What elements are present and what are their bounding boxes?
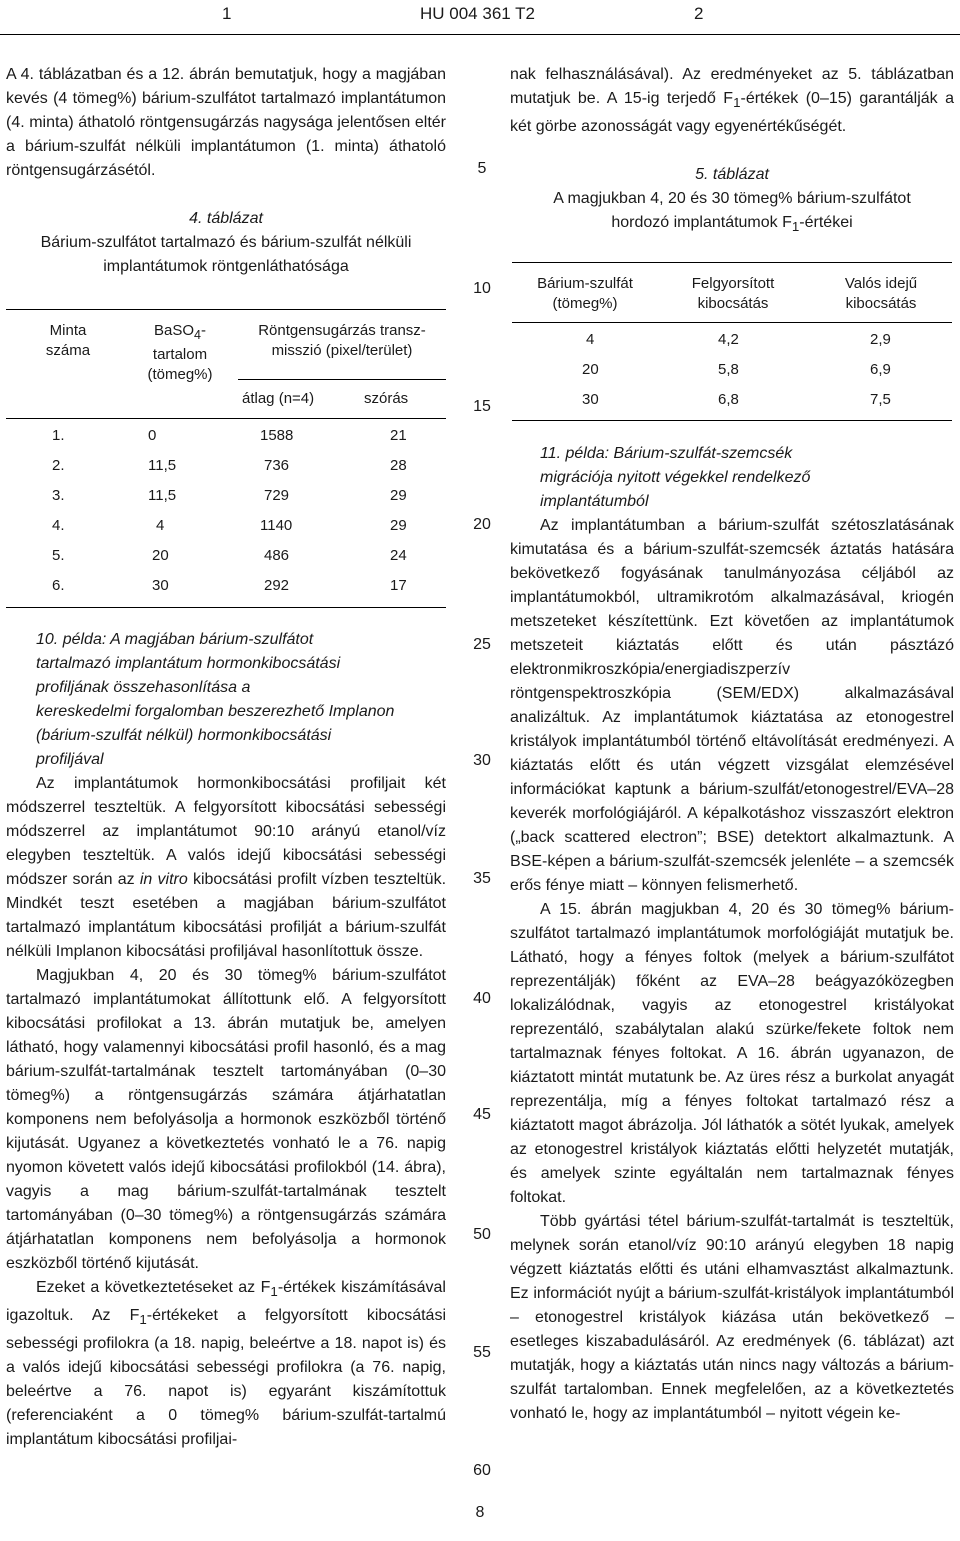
line-number: 25 — [473, 636, 491, 653]
table5-col2-line1: Felgyorsított — [691, 275, 775, 292]
page-header — [0, 0, 960, 36]
table4-rule-mid — [6, 418, 446, 419]
table4-col3-header — [242, 321, 442, 361]
table5-cell: 4 — [586, 331, 595, 348]
table5-rule-top — [512, 262, 952, 263]
example10-line: 10. példa: A magjában bárium-szulfátot — [36, 631, 314, 648]
example10-line: (bárium-szulfát nélkül) hormonkibocsátási — [36, 727, 332, 744]
table4-cell: 24 — [390, 547, 407, 564]
table4-subheader-mean: átlag (n=4) — [242, 390, 315, 407]
example10-heading — [6, 628, 446, 772]
f1-subscript: 1 — [791, 219, 800, 235]
line-number: 10 — [473, 280, 491, 297]
baso-dash: - — [200, 322, 206, 339]
table4-cell: 292 — [264, 577, 290, 594]
para2-italic: in vitro — [139, 871, 188, 888]
table4-cell: 17 — [390, 577, 407, 594]
f1-subscript: 1 — [139, 1312, 147, 1328]
left-column-upper — [6, 63, 446, 279]
table5-cell: 2,9 — [870, 331, 891, 348]
left-column-lower — [6, 628, 446, 1452]
line-number: 40 — [473, 990, 491, 1007]
example11-line: implantátumból — [540, 493, 649, 510]
example10-line: profiljával — [36, 751, 104, 768]
table4-cell: 736 — [264, 457, 290, 474]
line-number: 20 — [473, 516, 491, 533]
table4-cell: 4 — [156, 517, 165, 534]
table4-cell: 5. — [52, 547, 65, 564]
line-number: 45 — [473, 1106, 491, 1123]
table-row — [512, 328, 952, 358]
para2-text-a: Az implantátumok hormonkibocsátási profiljait két módszerrel teszteltük. A felgyorsított kibocsátási sebességi módszerrel az implantátumot 90:10 arányú etanol/víz elegyben teszteltük. A valós idejű kibocsátási sebességi módszer során az — [6, 775, 446, 888]
line-number: 15 — [473, 398, 491, 415]
table4-cell: 4. — [52, 517, 65, 534]
left-paragraph-2 — [6, 772, 446, 964]
header-left-page: 1 — [222, 4, 232, 23]
table4-cell: 1. — [52, 427, 65, 444]
table5-col1-header — [512, 274, 658, 314]
table5-title-line2 — [510, 211, 954, 239]
table4-col1-header — [38, 321, 98, 361]
left-paragraph-1: A 4. táblázatban és a 12. ábrán bemutatjuk, hogy a magjában kevés (4 tömeg%) bárium-szulfátot tartalmazó implantátumon (4. minta) áthatoló röntgensugárzás nagysága jelentősen eltér a bárium-szulfát nélküli implantátumon (1. minta) áthatoló röntgensugárzásétól. — [6, 66, 446, 179]
table4-cell: 29 — [390, 517, 407, 534]
table4-col1-line2: száma — [45, 342, 91, 359]
left-paragraph-3: Magjukban 4, 20 és 30 tömeg% bárium-szulfátot tartalmazó implantátumokat állítottunk elő. A felgyorsított kibocsátási profilokat a 13. ábrán mutatjuk be, amelyen látható, hogy valamennyi kibocsátási profil hasonló, és a mag bárium-szulfát-tartalmának tesztelt tartományában (0–30 tömeg%) a röntgensugárzás számára átjárhatatlan komponens nem befolyásolja a hormonok eszközből történő kijutását. Ugyanez a következtetés vonható le a 76. napig nyomon követett valós idejű kibocsátási profilokból (14. ábra), vagyis a mag bárium-szulfát-tartalmának tesztelt tartományában (0–30 tömeg%) a röntgensugárzás számára átjárhatatlan komponens nem befolyásolja a hormonok eszközből történő kijutását. — [6, 967, 446, 1272]
table4-col1-line1: Minta — [49, 322, 87, 339]
table-row — [6, 574, 446, 604]
table-row — [512, 358, 952, 388]
example11-line: migrációja nyitott végekkel rendelkező — [540, 469, 811, 486]
table4-cell: 6. — [52, 577, 65, 594]
table4-title-line2: implantátumok röntgenláthatósága — [103, 258, 349, 275]
table4-col3-line1: Röntgensugárzás transz- — [258, 322, 426, 339]
line-number: 35 — [473, 870, 491, 887]
baso-subscript: 4 — [194, 328, 201, 342]
table5-title-text-b: -értékei — [799, 214, 853, 232]
table4-col2-header — [140, 321, 220, 385]
table4-title-line1: Bárium-szulfátot tartalmazó és bárium-szulfát nélküli — [40, 234, 412, 251]
right-paragraph-1 — [510, 63, 954, 139]
table5-cell: 20 — [582, 361, 599, 378]
f1-subscript: 1 — [270, 1284, 278, 1300]
table5-col2-line2: kibocsátás — [697, 295, 769, 312]
table4-subheader-sd: szórás — [364, 390, 409, 407]
line-number: 30 — [473, 752, 491, 769]
header-rule — [0, 34, 960, 35]
table4-cell: 486 — [264, 547, 290, 564]
header-patent-number: HU 004 361 T2 — [420, 4, 535, 23]
table4-col2-line2: tartalom — [152, 346, 208, 363]
table-row — [6, 484, 446, 514]
line-number: 55 — [473, 1344, 491, 1361]
table5-cell: 4,2 — [718, 331, 739, 348]
table5-title-line1: A magjukban 4, 20 és 30 tömeg% bárium-szulfátot — [553, 190, 911, 208]
table4-cell: 1588 — [260, 427, 294, 444]
para2-text-b: kibocsátási profilt vízben teszteltük. Mindkét teszt esetében a magjában bárium-szulfátot tartalmazó implantátum kibocsátási profilját a bárium-szulfát nélküli Implanon kibocsátási profiljával hasonlítottuk össze. — [6, 871, 447, 960]
example10-line: kereskedelmi forgalomban beszerezhető Implanon — [36, 703, 395, 720]
table5-col3-line1: Valós idejű — [844, 275, 918, 292]
table4-cell: 28 — [390, 457, 407, 474]
right-paragraph-3: A 15. ábrán magjukban 4, 20 és 30 tömeg% bárium-szulfátot tartalmazó implantátumok morfológiáját mutatjuk be. Látható, hogy a fényes foltok (melyek a bárium-szulfátot reprezentálják) főként az EVA–28 beágyazóközegben lokalizálódnak, vagyis az etonogestrel kristályokat reprezentáló, szabálytalan alakú szürke/fekete foltok nem tartalmaznak fényes foltokat. A 16. ábrán ugyanazon, de kiáztatott mintát mutatunk be. Az üres rész a burkolat anyagát reprezentálja, míg a fényes foltokat tartalmazó rész a kiáztatott magot ábrázolja. Jól láthatók a sötét lyukak, amelyek az etonogestrel kristályok kiáztatás előtti helyzetét mutatják, és amelyek szinte egyáltalán nem tartalmaznak fényes foltokat. — [510, 901, 954, 1206]
baso-text: BaSO — [154, 322, 195, 339]
table-row — [6, 454, 446, 484]
table5-col3-line2: kibocsátás — [845, 295, 917, 312]
table5-cell: 7,5 — [870, 391, 891, 408]
header-right-page: 2 — [694, 4, 704, 23]
table4-col3-line2: misszió (pixel/terület) — [271, 342, 413, 359]
para4-text-c: -értékeket a felgyorsított kibocsátási sebességi profilokra (a 18. napig, beleértve a 18. napot is) és a valós idejű kibocsátási sebességi profilokra (a 76. napig, beleértve a 76. napot is) egyaránt kiszámítottuk (referenciaként a 0 tömeg% bárium-szulfát-tartalmú implantátum kibocsátási profiljai- — [6, 1307, 447, 1449]
right-para1-text-b: -értékek (0–15) garantálják a két görbe azonosságát vagy egyenértékűségét. — [510, 90, 954, 136]
table5-rule-bottom — [512, 420, 952, 421]
f1-subscript: 1 — [733, 95, 741, 111]
table5-col2-header — [660, 274, 806, 314]
table4-col2-line1 — [140, 321, 220, 345]
table4-cell: 29 — [390, 487, 407, 504]
table4-cell: 21 — [390, 427, 407, 444]
table5-cell: 5,8 — [718, 361, 739, 378]
example10-line: tartalmazó implantátum hormonkibocsátási — [36, 655, 341, 672]
table4-cell: 11,5 — [148, 457, 177, 474]
right-paragraph-4: Több gyártási tétel bárium-szulfát-tartalmát is teszteltük, melynek során etanol/víz 90:10 arányú elegyben 18 napig végzett kiáztatás előtti és utáni elhamvasztást alkalmaztunk. Ez információt nyújt a bárium-szulfát-kristályok implantátumból – etonogestrel kristályok kiázása után bekövetkező – esetleges kiszabadulásáról. Az eredmények (6. táblázat) azt mutatják, hogy a kiáztatás után nincs nagy változás a bárium-szulfát tartalomban. Ennek megfelelően, az a következtetés vonható le, hogy az implantátumból – nyitott végein ke- — [510, 1213, 954, 1422]
table5-label: 5. táblázat — [695, 166, 769, 184]
table-row — [6, 544, 446, 574]
para4-text-a: Ezeket a következtetéseket az F — [36, 1279, 271, 1296]
line-number: 5 — [477, 160, 487, 177]
table4-col2-line3: (tömeg%) — [147, 366, 213, 383]
table-row — [6, 514, 446, 544]
table4-cell: 30 — [152, 577, 169, 594]
right-column-lower — [510, 442, 954, 1426]
table4-cell: 11,5 — [148, 487, 177, 504]
left-paragraph-4 — [6, 1276, 446, 1452]
table4-cell: 729 — [264, 487, 290, 504]
line-number: 60 — [473, 1462, 491, 1479]
example11-line: 11. példa: Bárium-szulfát-szemcsék — [540, 445, 793, 462]
table4-subheader-rule — [238, 379, 446, 380]
table5-col1-line1: Bárium-szulfát — [537, 275, 633, 292]
table5-col1-line2: (tömeg%) — [552, 295, 618, 312]
table5-cell: 30 — [582, 391, 599, 408]
table4-rule-top — [6, 309, 446, 310]
table5-cell: 6,9 — [870, 361, 891, 378]
line-number: 50 — [473, 1226, 491, 1243]
right-paragraph-2: Az implantátumban a bárium-szulfát szétoszlatásának kimutatása és a bárium-szulfát-szemcsék áztatás hatására bekövetkező fogyásának tanulmányozása céljából az implantátumokból, ultramikrotóm alkalmazásával, kriogén metszeteket készítettünk. Ezt követően az implantátumok metszeteit kiáztatás előtt és után pásztázó elektronmikroszkópia/energiadiszperzív röntgenspektroszkópia (SEM/EDX) alkalmazásával analizáltuk. Az implantátumok kiáztatása az etonogestrel kristályok implantátumból történő eltávolítását eredményezi. A kiáztatás előtt és után végzett vizsgálat elemzésével információkat kaptunk a bárium-szulfát/etonogestrel/EVA–28 keverék morfológiájáról. A képalkotáshoz visszaszórt elektron („back scattered electron”; BSE) detektort alkalmaztunk. A BSE-képen a bárium-szulfát-szemcsék jelenléte – a szemcsék erős fénye miatt – könnyen felismerhető. — [510, 517, 954, 894]
table4-label: 4. táblázat — [189, 210, 263, 227]
table4-cell: 1140 — [260, 517, 293, 534]
table5-cell: 6,8 — [718, 391, 739, 408]
table4-rule-bottom — [6, 607, 446, 608]
table4-cell: 0 — [148, 427, 157, 444]
table4-cell: 3. — [52, 487, 65, 504]
page-number: 8 — [475, 1504, 485, 1521]
table5-title-text-a: hordozó implantátumok F — [611, 214, 792, 232]
right-column-upper — [510, 63, 954, 239]
table5-rule-mid — [512, 322, 952, 323]
right-para1-text-a: nak felhasználásával). Az eredményeket az 5. táblázatban mutatjuk be. A 15-ig terjedő F — [510, 66, 954, 107]
example10-line: profiljának összehasonlítása a — [36, 679, 251, 696]
table-row — [512, 388, 952, 418]
table-row — [6, 424, 446, 454]
table5-col3-header — [808, 274, 954, 314]
table4-cell: 20 — [152, 547, 169, 564]
para4-text-b: -értékek kiszámításával igazoltuk. Az F — [6, 1279, 446, 1325]
table4-cell: 2. — [52, 457, 65, 474]
example11-heading — [510, 442, 954, 514]
